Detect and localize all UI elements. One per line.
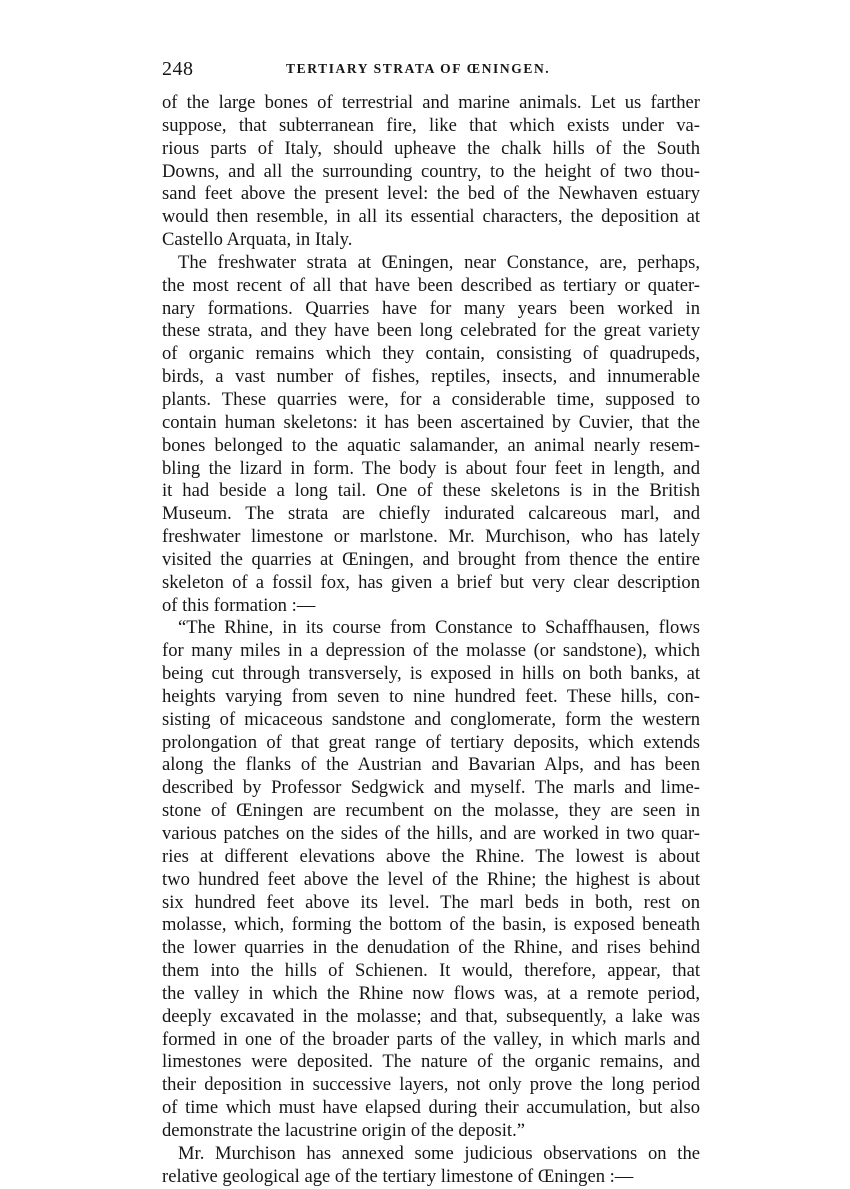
- text-line: relative geological age of the tertiary limestone of Œningen :—: [162, 1165, 634, 1187]
- text-line: plants. These quarries were, for a considerable time, supposed to: [162, 388, 700, 410]
- text-line: demonstrate the lacustrine origin of the deposit.”: [162, 1119, 525, 1141]
- text-line: it had beside a long tail. One of these skeletons is in the British: [162, 480, 700, 502]
- text-line: along the flanks of the Austrian and Bavarian Alps, and has been: [162, 754, 700, 776]
- text-line: their deposition in successive layers, not only prove the long period: [162, 1074, 700, 1096]
- text-line: “The Rhine, in its course from Constance to Schaffhausen, flows: [178, 617, 700, 639]
- text-line: Downs, and all the surrounding country, to the height of two thou-: [162, 160, 700, 182]
- text-line: them into the hills of Schienen. It would, therefore, appear, that: [162, 960, 700, 982]
- paragraph: [162, 617, 700, 1142]
- text-line: described by Professor Sedgwick and myself. The marls and lime-: [162, 777, 700, 799]
- text-line: of the large bones of terrestrial and marine animals. Let us farther: [162, 92, 700, 113]
- text-line: skeleton of a fossil fox, has given a brief but very clear description: [162, 571, 700, 593]
- text-line: various patches on the sides of the hills, and are worked in two quar-: [162, 823, 700, 844]
- text-line: of organic remains which they contain, consisting of quadrupeds,: [162, 343, 700, 365]
- paragraph: [162, 92, 700, 252]
- text-line: would then resemble, in all its essential characters, the deposition at: [162, 206, 700, 228]
- text-line: The freshwater strata at Œningen, near Constance, are, perhaps,: [178, 251, 700, 273]
- text-line: birds, a vast number of fishes, reptiles, insects, and innumerable: [162, 366, 700, 388]
- text-line: suppose, that subterranean fire, like that which exists under va-: [162, 114, 700, 136]
- text-line: heights varying from seven to nine hundred feet. These hills, con-: [162, 685, 700, 707]
- text-line: limestones were deposited. The nature of the organic remains, and: [162, 1051, 700, 1073]
- text-line: freshwater limestone or marlstone. Mr. Murchison, who has lately: [162, 526, 700, 548]
- text-line: being cut through transversely, is exposed in hills on both banks, at: [162, 663, 700, 685]
- text-line: formed in one of the broader parts of the valley, in which marls and: [162, 1028, 700, 1050]
- text-line: ries at different elevations above the Rhine. The lowest is about: [162, 845, 700, 867]
- text-line: Castello Arquata, in Italy.: [162, 229, 353, 251]
- paragraph: [162, 252, 700, 618]
- text-line: the valley in which the Rhine now flows was, at a remote period,: [162, 982, 700, 1004]
- text-line: bones belonged to the aquatic salamander, an animal nearly resem-: [162, 434, 700, 456]
- text-line: rious parts of Italy, should upheave the chalk hills of the South: [162, 137, 700, 159]
- text-line: visited the quarries at Œningen, and brought from thence the entire: [162, 548, 700, 570]
- text-line: these strata, and they have been long celebrated for the great variety: [162, 320, 700, 342]
- body-text: [162, 92, 700, 1189]
- text-line: stone of Œningen are recumbent on the molasse, they are seen in: [162, 800, 700, 822]
- text-line: Museum. The strata are chiefly indurated calcareous marl, and: [162, 503, 700, 525]
- text-line: six hundred feet above its level. The marl beds in both, rest on: [162, 891, 700, 913]
- text-line: contain human skeletons: it has been ascertained by Cuvier, that the: [162, 411, 700, 433]
- text-line: sand feet above the present level: the bed of the Newhaven estuary: [162, 183, 700, 205]
- text-line: Mr. Murchison has annexed some judicious observations on the: [178, 1142, 700, 1164]
- text-line: prolongation of that great range of tertiary deposits, which extends: [162, 731, 700, 753]
- text-line: sisting of micaceous sandstone and conglomerate, form the western: [162, 708, 700, 730]
- text-line: deeply excavated in the molasse; and that, subsequently, a lake was: [162, 1005, 700, 1027]
- text-line: the lower quarries in the denudation of the Rhine, and rises behind: [162, 937, 700, 959]
- book-page: [162, 58, 700, 1189]
- page-header: [162, 58, 700, 92]
- text-line: the most recent of all that have been described as tertiary or quater-: [162, 274, 700, 296]
- text-line: of time which must have elapsed during their accumulation, but also: [162, 1097, 700, 1119]
- text-line: molasse, which, forming the bottom of the basin, is exposed beneath: [162, 914, 700, 936]
- text-line: bling the lizard in form. The body is about four feet in length, and: [162, 457, 700, 479]
- text-line: for many miles in a depression of the molasse (or sandstone), which: [162, 640, 700, 662]
- text-line: nary formations. Quarries have for many years been worked in: [162, 297, 700, 319]
- page-number: 248: [162, 58, 194, 80]
- text-line: two hundred feet above the level of the Rhine; the highest is about: [162, 868, 700, 890]
- running-title: TERTIARY STRATA OF ŒNINGEN.: [286, 61, 551, 76]
- text-line: of this formation :—: [162, 594, 316, 616]
